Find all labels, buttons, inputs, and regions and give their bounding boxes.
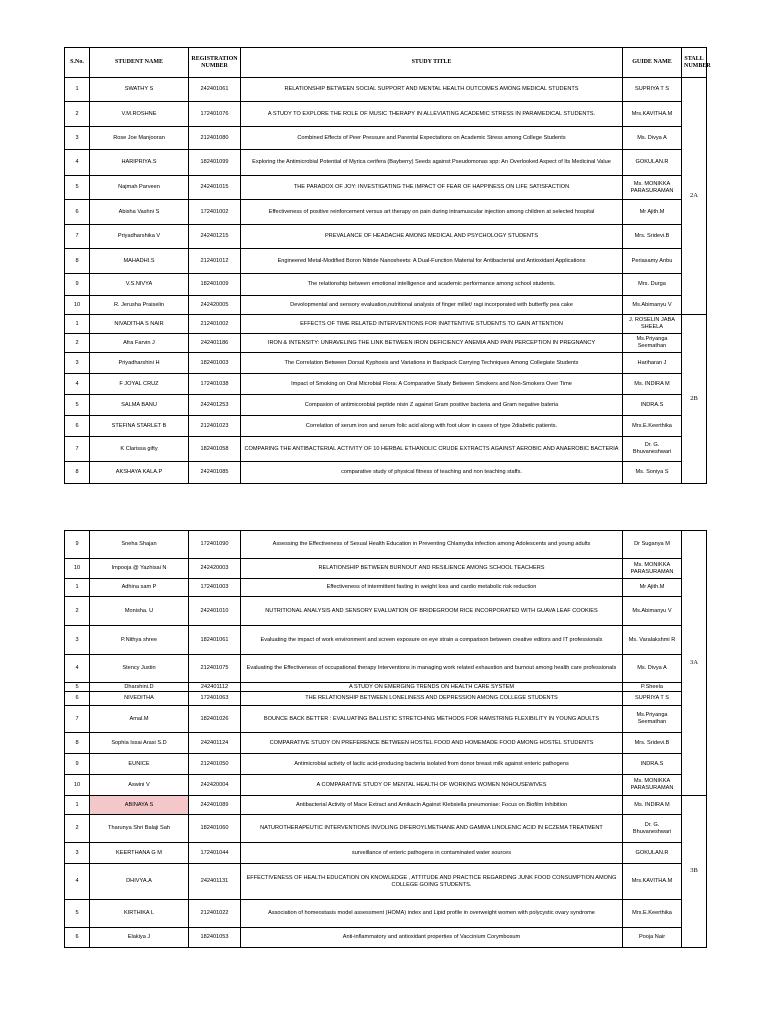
cell-study-title: PREVALANCE OF HEADACHE AMONG MEDICAL AND PSYCHOLOGY STUDENTS [241, 225, 623, 249]
cell-registration: 172401063 [189, 692, 241, 706]
cell-study-title: NATUROTHERAPEUTIC INTERVENTIONS INVOLING DIFEROYLMETHANE AND GAMMA LINOLENIC ACID IN ECZEMA TREATMENT [241, 815, 623, 843]
cell-student-name: Amal.M [90, 706, 189, 733]
cell-student-name: EUNICE [90, 754, 189, 775]
table-row [65, 78, 707, 102]
cell-registration: 242401253 [189, 395, 241, 416]
cell-guide: Mrs. Sridevi.B [623, 733, 682, 754]
cell-sno: 4 [65, 655, 90, 683]
cell-study-title: THE RELATIONSHIP BETWEEN LONELINESS AND DEPRESSION AMONG COLLEGE STUDENTS [241, 692, 623, 706]
cell-registration: 242401131 [189, 864, 241, 900]
cell-registration: 242401061 [189, 78, 241, 102]
cell-student-name: NIVADITHA S NAIR [90, 315, 189, 334]
table-row [65, 843, 707, 864]
cell-student-name: KEERTHANA G M [90, 843, 189, 864]
cell-study-title: Effectiveness of positive reinforcement versus art therapy on pain during intramuscular injection among children at selected hospital [241, 200, 623, 225]
table-row [65, 733, 707, 754]
cell-study-title: Compasion of antimicorobial peptide nisin Z against Gram positive bacteria and Gram negative bateria [241, 395, 623, 416]
cell-sno: 8 [65, 462, 90, 484]
cell-registration: 242401015 [189, 176, 241, 200]
cell-sno: 2 [65, 102, 90, 127]
cell-student-name: Tharunya Shri Balaji Sah [90, 815, 189, 843]
cell-guide: Ms. INDIRA M [623, 796, 682, 815]
cell-study-title: surveillance of enteric pathogens in contaminated water sources [241, 843, 623, 864]
cell-student-name: HARIPRIYA.S [90, 150, 189, 176]
cell-registration: 242420005 [189, 296, 241, 315]
table-row [65, 176, 707, 200]
cell-study-title: A STUDY TO EXPLORE THE ROLE OF MUSIC THERAPY IN ALLEVIATING ACADEMIC STRESS IN PARAMEDICAL STUDENTS. [241, 102, 623, 127]
cell-student-name: SALMA BANU [90, 395, 189, 416]
cell-guide: Mrs.E.Keerthika [623, 900, 682, 928]
cell-student-name: K Clarissa gifty [90, 437, 189, 462]
cell-guide: Mrs. Sridevi.B [623, 225, 682, 249]
cell-study-title: Exploring the Antimicrobial Potential of Myrica cerifera (Bayberry) Seeds against Pseudomonas spp: An Overlooked Aspect of Its Medicinal Value [241, 150, 623, 176]
cell-study-title: EFFECTIVENESS OF HEALTH EDUCATION ON KNOWLEDGE , ATTITUDE AND PRACTICE REGARDING JUNK FOOD CONSUMPTION AMONG COLLEGE GOING STUDENTS. [241, 864, 623, 900]
cell-study-title: The Correlation Between Dorsal Kyphosis and Variations in Backpack Carrying Techniques Among Collegiate Students [241, 353, 623, 374]
cell-registration: 212401023 [189, 416, 241, 437]
cell-guide: Pooja Nair [623, 928, 682, 948]
cell-sno: 7 [65, 437, 90, 462]
cell-student-name: R. Jerusha Praiselin [90, 296, 189, 315]
table-row [65, 416, 707, 437]
cell-study-title: RELATIONSHIP BETWEEN SOCIAL SUPPORT AND MENTAL HEALTH OUTCOMES AMONG MEDICAL STUDENTS [241, 78, 623, 102]
cell-guide: GOKULAN.R [623, 150, 682, 176]
table-row [65, 274, 707, 296]
cell-study-title: Antibacterial Activity of Mace Extract and Amikacin Against Klebsiella pneumoniae: Focus on Biofilm Inhibition [241, 796, 623, 815]
cell-guide: Ms. INDIRA M [623, 374, 682, 395]
table-row [65, 754, 707, 775]
table-row [65, 462, 707, 484]
cell-sno: 3 [65, 353, 90, 374]
table-row [65, 706, 707, 733]
cell-guide: Periasamy Anbu [623, 249, 682, 274]
cell-study-title: Impact of Smoking on Oral Microbial Flora: A Comparative Study Between Smokers and Non-Smokers Over Time [241, 374, 623, 395]
cell-student-name: V.M.ROSHNE [90, 102, 189, 127]
cell-student-name: KIRTHIKA L [90, 900, 189, 928]
cell-registration: 182401009 [189, 274, 241, 296]
cell-student-name: F JOYAL CRUZ [90, 374, 189, 395]
table-row [65, 815, 707, 843]
cell-guide: Mrs.KAVITHA.M [623, 102, 682, 127]
table-row [65, 531, 707, 559]
cell-student-name: Stency Justin [90, 655, 189, 683]
cell-student-name: NIVEDITHA [90, 692, 189, 706]
cell-study-title: Assessing the Effectiveness of Sexual Health Education in Preventing Chlamydia infection among Adolescents and young adults [241, 531, 623, 559]
table-row [65, 796, 707, 815]
cell-sno: 2 [65, 597, 90, 626]
stall-2b: 2B [682, 315, 707, 484]
table-row [65, 655, 707, 683]
table-row [65, 437, 707, 462]
cell-registration: 212401002 [189, 315, 241, 334]
table-row [65, 692, 707, 706]
cell-study-title: BOUNCE BACK BETTER : EVALUATING BALLISTIC STRETCHING METHODS FOR HAMSTRING FLEXIBILITY IN YOUNG ADULTS [241, 706, 623, 733]
table-row [65, 579, 707, 597]
cell-student-name: Sneha Shajan [90, 531, 189, 559]
cell-student-name: Monisha. U [90, 597, 189, 626]
cell-student-name: Najmah Parveen [90, 176, 189, 200]
table-row [65, 225, 707, 249]
cell-study-title: EFFECTS OF TIME RELATED INTERVENTIONS FOR INATTENTIVE STUDENTS TO GAIN ATTENTION [241, 315, 623, 334]
cell-registration: 242401089 [189, 796, 241, 815]
cell-sno: 4 [65, 864, 90, 900]
cell-guide: Mr Ajith.M [623, 579, 682, 597]
cell-guide: Mrs.KAVITHA.M [623, 864, 682, 900]
cell-registration: 172401044 [189, 843, 241, 864]
table-row [65, 775, 707, 796]
cell-guide: Mrs.E.Keerthika [623, 416, 682, 437]
cell-guide: J. ROSELIN JABA SHEELA [623, 315, 682, 334]
cell-sno: 5 [65, 395, 90, 416]
cell-student-name: Priyadharshika V [90, 225, 189, 249]
cell-student-name: SWATHY S [90, 78, 189, 102]
table-row [65, 353, 707, 374]
cell-guide: SUPRIYA T S [623, 78, 682, 102]
cell-sno: 3 [65, 626, 90, 655]
cell-guide: Ms.Priyanga Seemathan [623, 706, 682, 733]
table-row [65, 200, 707, 225]
cell-guide: Ms. Divya A [623, 127, 682, 150]
cell-study-title: comparative study of physical fitness of teaching and non teaching staffs. [241, 462, 623, 484]
cell-sno: 9 [65, 531, 90, 559]
cell-sno: 5 [65, 900, 90, 928]
header-study-title: STUDY TITLE [241, 48, 623, 78]
cell-registration: 242401112 [189, 683, 241, 692]
cell-sno: 8 [65, 733, 90, 754]
table-row [65, 315, 707, 334]
cell-sno: 7 [65, 225, 90, 249]
cell-registration: 242401010 [189, 597, 241, 626]
cell-sno: 1 [65, 315, 90, 334]
cell-sno: 5 [65, 683, 90, 692]
cell-sno: 4 [65, 374, 90, 395]
cell-registration: 182401099 [189, 150, 241, 176]
cell-student-name: Sophia Issai Arasi S.D [90, 733, 189, 754]
cell-sno: 6 [65, 416, 90, 437]
cell-student-name: Rose Joe Manjooran [90, 127, 189, 150]
stall-3a: 3A [682, 531, 707, 796]
cell-registration: 182401026 [189, 706, 241, 733]
cell-study-title: COMPARING THE ANTIBACTERIAL ACTIVITY OF 10 HERBAL ETHANOLIC CRUDE EXTRACTS AGAINST AEROBIC AND ANAEROBIC BACTERIA [241, 437, 623, 462]
cell-student-name: AKSHAYA KALA.P [90, 462, 189, 484]
cell-sno: 1 [65, 579, 90, 597]
cell-sno: 8 [65, 249, 90, 274]
cell-guide: Hariharan J [623, 353, 682, 374]
cell-guide: Dr. G. Bhuvaneshwari [623, 437, 682, 462]
cell-study-title: Engineered Metal-Modified Boron Nitride Nanosheets: A Dual-Function Material for Antibacterial and Antioxidant Applications [241, 249, 623, 274]
table-row [65, 374, 707, 395]
cell-registration: 182401053 [189, 928, 241, 948]
table-row [65, 928, 707, 948]
stall-3b: 3B [682, 796, 707, 948]
cell-study-title: RELATIONSHIP BETWEEN BURNOUT AND RESILIENCE AMONG SCHOOL TEACHERS [241, 559, 623, 579]
cell-registration: 242401215 [189, 225, 241, 249]
cell-registration: 182401060 [189, 815, 241, 843]
table-row [65, 597, 707, 626]
cell-student-name: V.S.NIVYA [90, 274, 189, 296]
cell-sno: 10 [65, 296, 90, 315]
table-row [65, 249, 707, 274]
cell-student-name: Elakiya J [90, 928, 189, 948]
stall-2a: 2A [682, 78, 707, 315]
cell-registration: 182401058 [189, 437, 241, 462]
cell-registration: 172401038 [189, 374, 241, 395]
cell-guide: Ms. Soniya S [623, 462, 682, 484]
cell-student-name: Adhina sam P [90, 579, 189, 597]
table-row [65, 900, 707, 928]
cell-guide: Ms. Divya A [623, 655, 682, 683]
table-row [65, 864, 707, 900]
cell-student-name: Dharshini.D [90, 683, 189, 692]
cell-registration: 212401022 [189, 900, 241, 928]
cell-sno: 10 [65, 775, 90, 796]
cell-registration: 212401050 [189, 754, 241, 775]
cell-study-title: Evaluating the Effectiveness of occupational therapy Interventions in managing work related exhaustion and burnout among health care professionals [241, 655, 623, 683]
cell-study-title: Anti-inflammatory and antioxidant properties of Vaccinium Corymbosum [241, 928, 623, 948]
table-row [65, 395, 707, 416]
cell-registration: 182401003 [189, 353, 241, 374]
cell-study-title: Effectiveness of intermittent fasting in weight loss and cardio metabolic risk reduction [241, 579, 623, 597]
cell-registration: 172401090 [189, 531, 241, 559]
cell-study-title: Association of homeostasis model assessment (HOMA) index and Lipid profile in overweight women with polycystic ovary syndrome [241, 900, 623, 928]
cell-sno: 7 [65, 706, 90, 733]
cell-guide: Dr Suganya M [623, 531, 682, 559]
table-row [65, 296, 707, 315]
cell-guide: Dr. G. Bhuvaneshwari [623, 815, 682, 843]
cell-student-name: Priyadharshini H [90, 353, 189, 374]
cell-sno: 10 [65, 559, 90, 579]
table-header-row [65, 48, 707, 78]
cell-guide: Ms. MONIKKA PARASURAMAN [623, 559, 682, 579]
cell-student-name: STEFINA STARLET B [90, 416, 189, 437]
table-stalls-2a-2b [64, 47, 711, 484]
table-row [65, 102, 707, 127]
cell-study-title: IRON & INTENSITY: UNRAVELING THE LINK BETWEEN IRON DEFICIENCY ANEMIA AND PAIN PERCEPTION IN PREGNANCY [241, 334, 623, 353]
cell-guide: INDRA.S [623, 395, 682, 416]
cell-guide: Ms. MONIKKA PARASURAMAN [623, 176, 682, 200]
cell-study-title: Devolopmental and sensory evaluation,nutritional analysis of finger millet/ ragi incorporated with butterfly pea cake [241, 296, 623, 315]
table-row [65, 626, 707, 655]
cell-student-name: MAHADHI.S [90, 249, 189, 274]
cell-sno: 1 [65, 796, 90, 815]
cell-registration: 242420004 [189, 775, 241, 796]
cell-registration: 242420003 [189, 559, 241, 579]
table-stalls-3a-3b [64, 530, 706, 948]
table-row [65, 127, 707, 150]
cell-registration: 242401124 [189, 733, 241, 754]
cell-guide: Ms. MONIKKA PARASURAMAN [623, 775, 682, 796]
header-registration-number: REGISTRATION NUMBER [189, 48, 241, 78]
table-row [65, 683, 707, 692]
cell-guide: P.Sheela [623, 683, 682, 692]
cell-guide: Ms.Priyanga Seemathan [623, 334, 682, 353]
cell-sno: 6 [65, 928, 90, 948]
cell-guide: Mrs. Durga [623, 274, 682, 296]
table-row [65, 150, 707, 176]
cell-study-title: Combined Effects of Peer Pressure and Parental Expectations on Academic Stress among College Students [241, 127, 623, 150]
cell-study-title: Antimicrobial activity of lactic acid-producing bacteria isolated from donor breast milk against enteric pathogens [241, 754, 623, 775]
cell-student-name: P.Nithya shree [90, 626, 189, 655]
cell-guide: SUPRIYA T S [623, 692, 682, 706]
cell-sno: 9 [65, 754, 90, 775]
cell-student-name-highlighted: ABINAYA S [90, 796, 189, 815]
header-sno: S.No. [65, 48, 90, 78]
cell-sno: 2 [65, 815, 90, 843]
cell-guide: Mr Ajith.M [623, 200, 682, 225]
cell-guide: GOKULAN.R [623, 843, 682, 864]
cell-sno: 3 [65, 843, 90, 864]
cell-sno: 3 [65, 127, 90, 150]
cell-study-title: Evaluating the impact of work environment and screen exposure on eye strain a comparison between creative editors and IT professionals [241, 626, 623, 655]
cell-registration: 242401085 [189, 462, 241, 484]
cell-guide: Ms. Varalakshmi R [623, 626, 682, 655]
cell-registration: 242401186 [189, 334, 241, 353]
cell-registration: 172401002 [189, 200, 241, 225]
cell-study-title: A STUDY ON EMERGING TRENDS ON HEALTH CARE SYSTEM [241, 683, 623, 692]
cell-sno: 6 [65, 692, 90, 706]
header-student-name: STUDENT NAME [90, 48, 189, 78]
cell-registration: 212401012 [189, 249, 241, 274]
header-guide-name: GUIDE NAME [623, 48, 682, 78]
cell-registration: 212401075 [189, 655, 241, 683]
cell-sno: 5 [65, 176, 90, 200]
cell-student-name: DHIVYA.A [90, 864, 189, 900]
cell-student-name: Aswini V [90, 775, 189, 796]
cell-student-name: Afra Farvin J [90, 334, 189, 353]
cell-study-title: The relationship between emotional intelligence and academic performance among school students. [241, 274, 623, 296]
cell-registration: 172401003 [189, 579, 241, 597]
cell-student-name: Abisha Vashni S [90, 200, 189, 225]
cell-sno: 2 [65, 334, 90, 353]
cell-guide: Ms.Abimanyu V [623, 597, 682, 626]
cell-sno: 4 [65, 150, 90, 176]
cell-study-title: Correlation of serum iron and serum folic acid along with foot ulcer in cases of type 2diabetic patients. [241, 416, 623, 437]
cell-study-title: NUTRITIONAL ANALYSIS AND SENSORY EVALUATION OF BRIDEGROOM RICE INCORPORATED WITH GUAVA LEAF COOKIES [241, 597, 623, 626]
cell-study-title: A COMPARATIVE STUDY OF MENTAL HEALTH OF WORKING WOMEN N0HOUSEWIVES [241, 775, 623, 796]
cell-registration: 172401076 [189, 102, 241, 127]
cell-student-name: Impooja @ Yazhisai N [90, 559, 189, 579]
cell-registration: 182401061 [189, 626, 241, 655]
cell-study-title: THE PARADOX OF JOY: INVESTIGATING THE IMPACT OF FEAR OF HAPPINESS ON LIFE SATISFACTION [241, 176, 623, 200]
cell-sno: 6 [65, 200, 90, 225]
table-row [65, 559, 707, 579]
cell-guide: INDRA.S [623, 754, 682, 775]
table-row [65, 334, 707, 353]
header-stall-number: STALL NUMBER [682, 48, 707, 78]
cell-registration: 212401080 [189, 127, 241, 150]
cell-study-title: COMPARATIVE STUDY ON PREFERENCE BETWEEN HOSTEL FOOD AND HOMEMADE FOOD AMONG HOSTEL STUDENTS [241, 733, 623, 754]
cell-sno: 1 [65, 78, 90, 102]
cell-guide: Ms.Abimanyu V [623, 296, 682, 315]
cell-sno: 9 [65, 274, 90, 296]
